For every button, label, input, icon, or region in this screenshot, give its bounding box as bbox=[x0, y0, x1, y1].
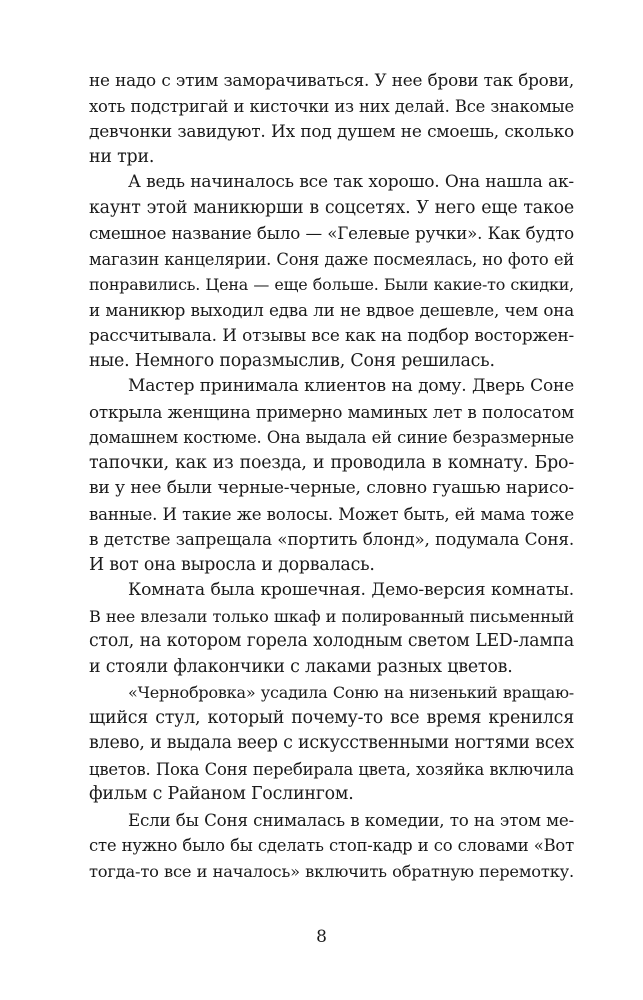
text-line: щийся стул, который почему-то все время кренился bbox=[89, 707, 574, 728]
page-text bbox=[89, 68, 574, 884]
text-line: открыла женщина примерно маминых лет в полосатом bbox=[89, 401, 574, 422]
text-line: Мастер принимала клиентов на дому. Дверь Соне bbox=[128, 376, 574, 396]
text-line: А ведь начиналось все так хорошо. Она нашла ак- bbox=[128, 172, 574, 192]
text-line: цветов. Пока Соня перебирала цвета, хозяйка включила bbox=[89, 759, 574, 779]
text-line: влево, и выдала веер с искусственными ногтями всех bbox=[89, 733, 574, 753]
text-line: ви у нее были черные-черные, словно гуашью нарисо- bbox=[89, 478, 574, 498]
text-line: каунт этой маникюрши в соцсетях. У него еще такое bbox=[89, 197, 574, 218]
text-line: и стояли флакончики с лаками разных цветов. bbox=[89, 656, 513, 677]
text-line: тапочки, как из поезда, и проводила в комнату. Бро- bbox=[89, 452, 574, 473]
text-line: И вот она выросла и дорвалась. bbox=[89, 554, 375, 575]
text-line: тогда-то все и началось» включить обратную перемотку. bbox=[89, 861, 574, 881]
text-line: Комната была крошечная. Демо-версия комнаты. bbox=[128, 580, 574, 600]
text-line: стол, на котором горела холодным светом LED-лампа bbox=[89, 631, 574, 651]
text-line: смешное название было — «Гелевые ручки». Как будто bbox=[89, 224, 574, 243]
text-line: фильм с Райаном Гослингом. bbox=[89, 784, 354, 804]
text-line: в детстве запрещала «портить блонд», подумала Соня. bbox=[89, 529, 574, 549]
text-line: домашнем костюме. Она выдала ей синие безразмерные bbox=[89, 428, 574, 447]
text-line: ванные. И такие же волосы. Может быть, ей мама тоже bbox=[89, 504, 574, 524]
page-number: 8 bbox=[316, 927, 327, 947]
text-line: не надо с этим заморачиваться. У нее брови так брови, bbox=[89, 70, 574, 90]
text-line: сте нужно было бы сделать стоп-кадр и со словами «Вот bbox=[89, 836, 574, 855]
text-line: хоть подстригай и кисточки из них делай. Все знакомые bbox=[89, 96, 574, 116]
text-line: Если бы Соня снималась в комедии, то на этом ме- bbox=[128, 809, 574, 830]
text-line: В нее влезали только шкаф и полированный письменный bbox=[89, 606, 574, 626]
text-line: магазин канцелярии. Соня даже посмеялась, но фото ей bbox=[89, 249, 574, 269]
text-line: рассчитывала. И отзывы все как на подбор восторжен- bbox=[89, 325, 574, 345]
text-line: девчонки завидуют. Их под душем не смоешь, сколько bbox=[89, 121, 574, 141]
text-line: «Чернобровка» усадила Соню на низенький вращаю- bbox=[128, 683, 574, 702]
text-line: ные. Немного поразмыслив, Соня решилась. bbox=[89, 350, 495, 371]
text-line: и маникюр выходил едва ли не вдвое дешевле, чем она bbox=[89, 299, 574, 320]
text-line: понравились. Цена — еще больше. Были какие-то скидки, bbox=[89, 275, 574, 294]
text-line: ни три. bbox=[89, 146, 155, 167]
